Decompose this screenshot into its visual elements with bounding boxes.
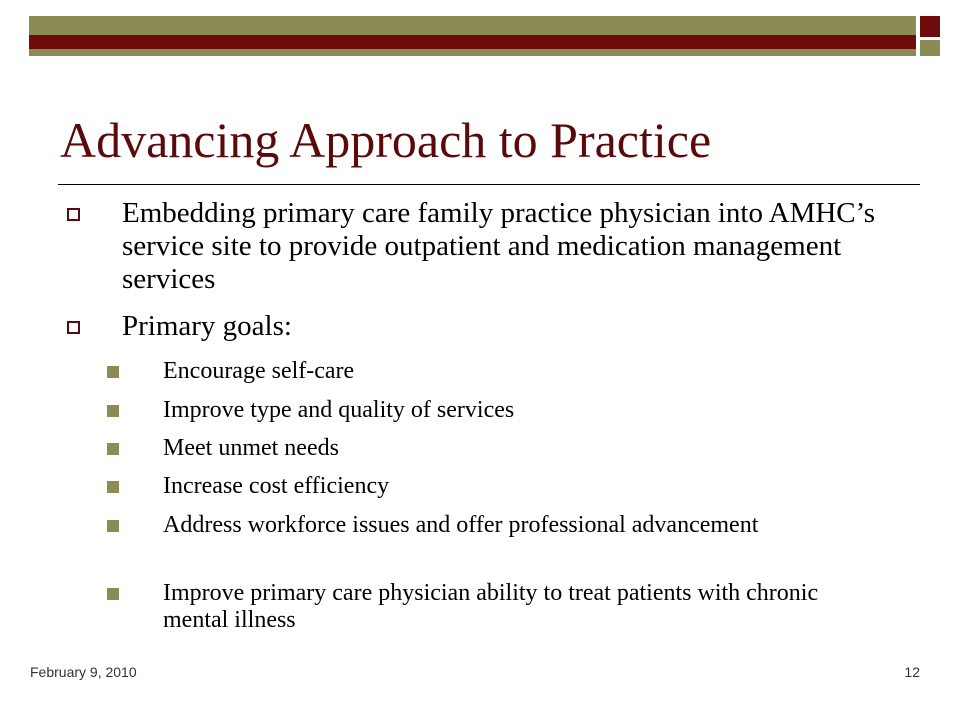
sub-bullet-text: Improve primary care physician ability to treat patients with chronic mental illness bbox=[163, 580, 819, 633]
filled-square-bullet-icon bbox=[107, 366, 119, 378]
bullet-text: Embedding primary care family practice physician into AMHC’s service site to provide outpatient and medication management services bbox=[122, 197, 875, 295]
filled-square-bullet-icon bbox=[107, 520, 119, 532]
sub-bullet-item bbox=[163, 358, 883, 385]
title-divider bbox=[58, 184, 920, 185]
sub-bullet-text: Increase cost efficiency bbox=[163, 473, 390, 499]
header-square-olive bbox=[920, 40, 940, 56]
filled-square-bullet-icon bbox=[107, 443, 119, 455]
sub-bullet-item bbox=[163, 512, 883, 539]
sub-bullet-item bbox=[163, 580, 883, 634]
bullet-text: Primary goals: bbox=[122, 310, 292, 342]
header-bar-red bbox=[29, 35, 916, 49]
hollow-square-bullet-icon bbox=[67, 321, 80, 334]
hollow-square-bullet-icon bbox=[67, 208, 80, 221]
sub-bullet-text: Encourage self-care bbox=[163, 358, 355, 384]
sub-bullet-text: Meet unmet needs bbox=[163, 435, 339, 461]
footer-date: February 9, 2010 bbox=[30, 664, 137, 680]
header-bar-olive-top bbox=[29, 16, 916, 35]
sub-bullet-item bbox=[163, 473, 883, 500]
sub-bullet-text: Address workforce issues and offer professional advancement bbox=[163, 512, 759, 538]
slide-title: Advancing Approach to Practice bbox=[60, 112, 712, 168]
sub-bullet-item bbox=[163, 397, 883, 424]
sub-bullet-item bbox=[163, 435, 883, 462]
header-bar-olive-bottom bbox=[29, 49, 916, 56]
slide-number: 12 bbox=[904, 664, 920, 680]
filled-square-bullet-icon bbox=[107, 588, 119, 600]
filled-square-bullet-icon bbox=[107, 481, 119, 493]
header-square-red bbox=[920, 16, 940, 37]
bullet-item bbox=[122, 310, 892, 343]
sub-bullet-text: Improve type and quality of services bbox=[163, 397, 515, 423]
bullet-item bbox=[122, 197, 892, 296]
filled-square-bullet-icon bbox=[107, 405, 119, 417]
